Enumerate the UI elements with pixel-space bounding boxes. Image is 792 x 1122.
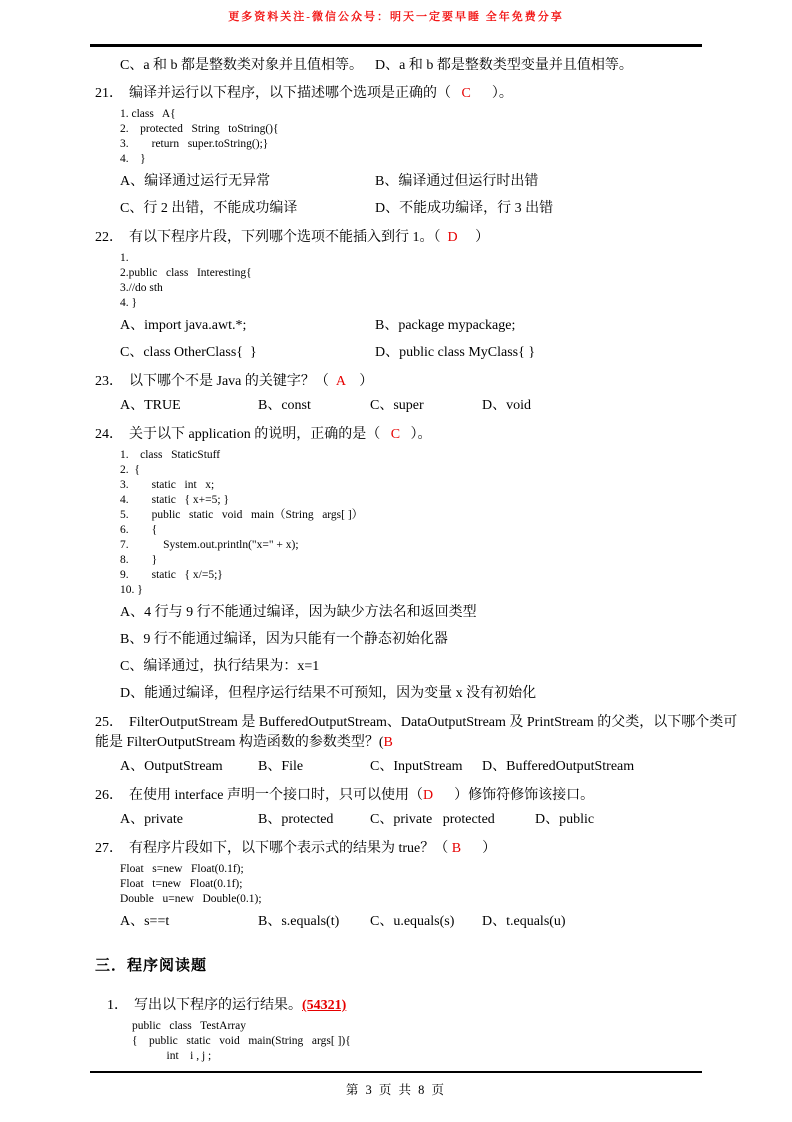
answer-letter: C bbox=[390, 427, 401, 442]
option-d: D、BufferedOutputStream bbox=[482, 759, 635, 774]
option-a: A、import java.awt.*; bbox=[120, 318, 247, 333]
answer-letter: A bbox=[335, 374, 346, 389]
option-c: C、class OtherClass{ } bbox=[120, 345, 257, 360]
code-line: 2. { bbox=[120, 464, 140, 476]
code-line: 5. public static void main（String args[ ]） bbox=[120, 509, 364, 521]
code-line: 1. class StaticStuff bbox=[120, 449, 221, 461]
options-list bbox=[120, 603, 743, 704]
option-a: A、编译通过运行无异常 bbox=[120, 174, 271, 189]
question-number: 27． bbox=[95, 841, 123, 856]
question-23 bbox=[95, 372, 743, 416]
question-22 bbox=[95, 228, 743, 363]
option-c: C、super bbox=[370, 398, 424, 413]
stem-text: 有以下程序片段，下列哪个选项不能插入到行 1。（ bbox=[129, 230, 448, 245]
option-c: C、编译通过，执行结果为：x=1 bbox=[120, 659, 320, 674]
page-content bbox=[95, 56, 743, 1073]
code-line: 1. bbox=[120, 252, 129, 264]
option-b: B、9 行不能通过编译，因为只能有一个静态初始化器 bbox=[120, 632, 448, 647]
option-b: B、s.equals(t) bbox=[258, 914, 340, 929]
code-line: public class TestArray bbox=[132, 1020, 246, 1032]
options-grid bbox=[120, 172, 743, 219]
option-d: D、void bbox=[482, 398, 531, 413]
question-26-stem bbox=[95, 786, 743, 806]
answer-letter: C bbox=[461, 86, 471, 101]
top-rule bbox=[90, 44, 702, 47]
footer-rule bbox=[90, 1071, 702, 1073]
question-24 bbox=[95, 425, 743, 704]
option-a: A、private bbox=[120, 812, 183, 827]
code-block bbox=[120, 107, 743, 167]
option-c: C、u.equals(s) bbox=[370, 914, 455, 929]
code-block bbox=[120, 862, 743, 907]
option-b: B、编译通过但运行时出错 bbox=[375, 174, 539, 189]
reading-question-1-stem bbox=[107, 996, 743, 1016]
options-grid bbox=[120, 810, 743, 830]
question-number: 1． bbox=[107, 998, 128, 1013]
stem-text: FilterOutputStream 是 BufferedOutputStream、DataOutputStream 及 PrintStream 的父类，以下哪个类可能是 FilterOutputStream 构造函数的参数类型？( bbox=[95, 715, 738, 750]
code-line: 4. } bbox=[120, 153, 146, 165]
code-block bbox=[120, 448, 743, 598]
stem-text: 关于以下 application 的说明，正确的是（ bbox=[129, 427, 391, 442]
question-27 bbox=[95, 839, 743, 932]
options-grid bbox=[120, 316, 743, 363]
code-line: int i , j ; bbox=[132, 1050, 212, 1062]
option-d: D、public bbox=[535, 812, 595, 827]
question-25-stem bbox=[95, 713, 743, 753]
question-25 bbox=[95, 713, 743, 777]
answer-value: (54321) bbox=[302, 998, 347, 1013]
option-a: A、TRUE bbox=[120, 398, 181, 413]
header-notice: 更多资料关注-微信公众号：明天一定要早睡 全年免费分享 bbox=[228, 11, 564, 23]
code-line: 8. } bbox=[120, 554, 158, 566]
stem-text: ）。 bbox=[400, 427, 432, 442]
answer-letter: B bbox=[383, 735, 393, 750]
option-a: A、s==t bbox=[120, 914, 170, 929]
answer-letter: D bbox=[422, 788, 434, 803]
stem-text: ） bbox=[461, 841, 497, 856]
code-line: 3. return super.toString();} bbox=[120, 138, 269, 150]
code-line: 2. protected String toString(){ bbox=[120, 123, 279, 135]
option-b: B、package mypackage; bbox=[375, 318, 516, 333]
code-line: { public static void main(String args[ ]){ bbox=[132, 1035, 351, 1047]
answer-letter: D bbox=[447, 230, 458, 245]
question-23-stem bbox=[95, 372, 743, 392]
question-number: 25． bbox=[95, 715, 123, 730]
question-27-stem bbox=[95, 839, 743, 859]
question-22-stem bbox=[95, 228, 743, 248]
code-line: 7. System.out.println("x=" + x); bbox=[120, 539, 299, 551]
stem-text: ）修饰符修饰该接口。 bbox=[433, 788, 595, 803]
code-line: 4. static { x+=5; } bbox=[120, 494, 229, 506]
code-line: 4. } bbox=[120, 297, 138, 309]
stem-text: 有程序片段如下，以下哪个表示式的结果为 true？（ bbox=[129, 841, 452, 856]
question-26 bbox=[95, 786, 743, 830]
question-number: 23． bbox=[95, 374, 123, 389]
code-line: 3.//do sth bbox=[120, 282, 163, 294]
question-number: 22． bbox=[95, 230, 123, 245]
stem-text: ） bbox=[457, 230, 490, 245]
code-line: 10. } bbox=[120, 584, 143, 596]
answer-letter: B bbox=[451, 841, 462, 856]
reading-question-1 bbox=[107, 996, 743, 1064]
code-block bbox=[120, 251, 743, 311]
option-c: C、InputStream bbox=[370, 759, 463, 774]
option-d: D、public class MyClass{ } bbox=[375, 345, 536, 360]
options-grid bbox=[120, 757, 743, 777]
question-20-options bbox=[120, 56, 743, 76]
code-line: 2.public class Interesting{ bbox=[120, 267, 252, 279]
question-24-stem bbox=[95, 425, 743, 445]
option-c: C、行 2 出错，不能成功编译 bbox=[120, 201, 298, 216]
question-21 bbox=[95, 84, 743, 219]
option-d: D、不能成功编译，行 3 出错 bbox=[375, 201, 554, 216]
question-number: 26． bbox=[95, 788, 123, 803]
question-21-stem bbox=[95, 84, 743, 104]
section-3-title: 三．程序阅读题 bbox=[95, 958, 208, 974]
option-d: D、t.equals(u) bbox=[482, 914, 566, 929]
option-b: B、const bbox=[258, 398, 311, 413]
code-line: 6. { bbox=[120, 524, 158, 536]
stem-text: 写出以下程序的运行结果。 bbox=[134, 998, 302, 1013]
option-a: A、4 行与 9 行不能通过编译，因为缺少方法名和返回类型 bbox=[120, 605, 477, 620]
option-b: B、protected bbox=[258, 812, 334, 827]
option-c: C、a 和 b 都是整数类对象并且值相等。 bbox=[120, 58, 364, 73]
page-number: 第 3 页 共 8 页 bbox=[345, 1083, 447, 1097]
stem-text: 在使用 interface 声明一个接口时，只可以使用（ bbox=[129, 788, 423, 803]
question-number: 24． bbox=[95, 427, 123, 442]
code-line: 1. class A{ bbox=[120, 108, 176, 120]
code-line: 9. static { x/=5;} bbox=[120, 569, 223, 581]
stem-text: ）。 bbox=[470, 86, 513, 101]
options-grid bbox=[120, 912, 743, 932]
option-c: C、private protected bbox=[370, 812, 495, 827]
stem-text: 编译并运行以下程序，以下描述哪个选项是正确的（ bbox=[129, 86, 462, 101]
option-d: D、a 和 b 都是整数类型变量并且值相等。 bbox=[375, 58, 633, 73]
option-a: A、OutputStream bbox=[120, 759, 223, 774]
code-line: Float t=new Float(0.1f); bbox=[120, 878, 243, 890]
code-block bbox=[132, 1019, 743, 1064]
options-grid bbox=[120, 396, 743, 416]
question-number: 21． bbox=[95, 86, 123, 101]
option-b: B、File bbox=[258, 759, 304, 774]
code-line: Double u=new Double(0.1); bbox=[120, 893, 262, 905]
stem-text: ） bbox=[345, 374, 374, 389]
option-d: D、能通过编译，但程序运行结果不可预知，因为变量 x 没有初始化 bbox=[120, 686, 537, 701]
code-line: 3. static int x; bbox=[120, 479, 215, 491]
stem-text: 以下哪个不是 Java 的关键字？（ bbox=[129, 374, 336, 389]
code-line: Float s=new Float(0.1f); bbox=[120, 863, 244, 875]
